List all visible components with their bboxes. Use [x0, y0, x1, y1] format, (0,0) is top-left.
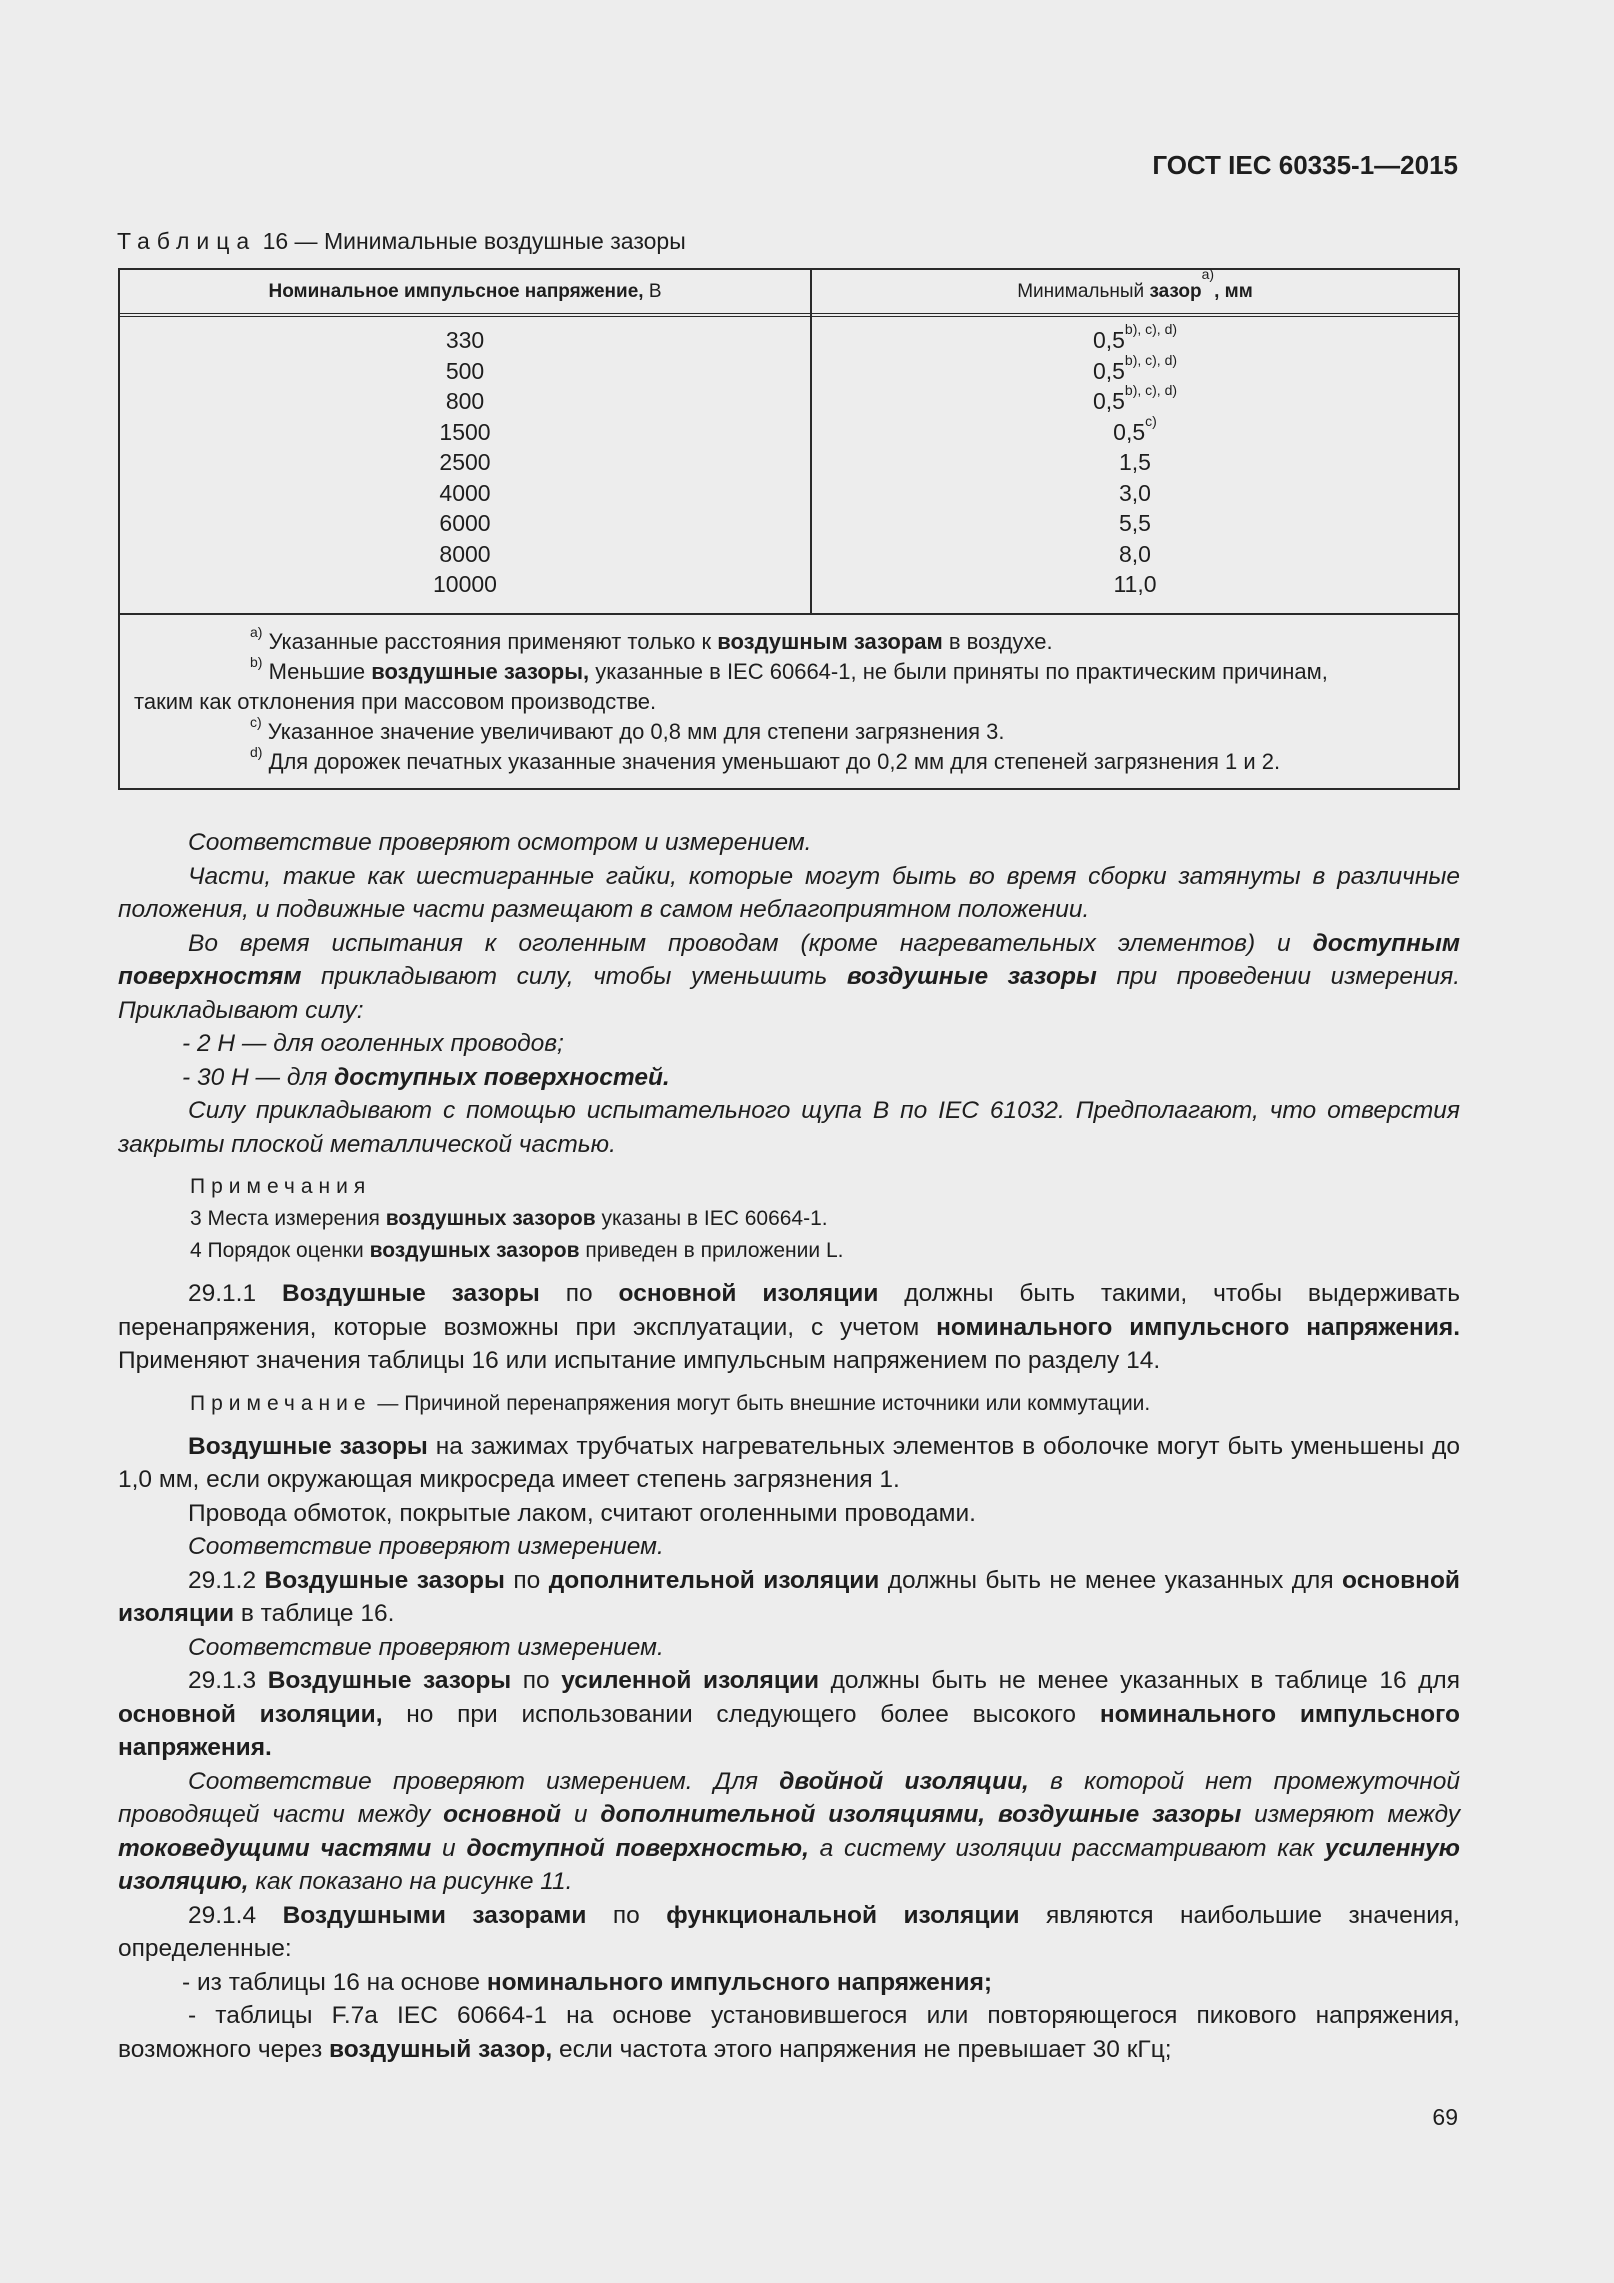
table-header-row [120, 266, 1458, 317]
text-run: приведен в приложении L. [579, 1239, 844, 1262]
footnote-mark: c) [250, 714, 262, 730]
notes-title: Примечания [190, 1175, 372, 1198]
table-cell-voltage: 8000 [439, 540, 491, 567]
footnote-text: Меньшие [262, 659, 372, 684]
list-item [118, 1061, 1460, 1095]
footnote-b-continued: таким как отклонения при массовом производстве. [134, 689, 657, 714]
term: основной изоляции, [118, 1700, 383, 1728]
col-clearance-header-sup: a) [1201, 266, 1215, 282]
text-run: Применяют значения таблицы 16 или испытание импульсным напряжением по разделу 14. [118, 1347, 1161, 1374]
standard-title: ГОСТ IEC 60335-1—2015 [1152, 150, 1458, 180]
term: Воздушные зазоры [267, 1667, 512, 1694]
clearance-value: 8,0 [1119, 540, 1151, 567]
term: номинального импульсного напряжения. [118, 1700, 1460, 1761]
text-run: должны быть такими, чтобы выдерживать перенапряжения, которые возможны при эксплуатации, с учетом [118, 1280, 1460, 1341]
footnote-text: Для дорожек печатных указанные значения уменьшают до 0,2 мм для степеней загрязнения 1 и 2. [262, 749, 1281, 774]
text-run: и [560, 1801, 601, 1828]
text-run: а систему изоляции рассматривают как [808, 1834, 1325, 1862]
text-run: по [504, 1566, 549, 1594]
text-run: должны быть не менее указанных для [879, 1566, 1343, 1594]
text-run: в таблице 16. [234, 1600, 395, 1627]
col-clearance-header [812, 266, 1458, 313]
note-3 [118, 1203, 1460, 1235]
footnote-text: Указанные расстояния применяют только к [262, 629, 718, 654]
list-item [118, 1999, 1460, 2066]
main-text [118, 826, 1460, 2066]
text-run: как показано на рисунке 11. [248, 1868, 573, 1895]
text-run: и [431, 1834, 467, 1862]
paragraph: Соответствие проверяют измерением. [188, 1633, 664, 1661]
text-run: измеряют между [1241, 1801, 1460, 1828]
text-run: но при использовании следующего более высокого [382, 1700, 1100, 1728]
paragraph [118, 1430, 1460, 1497]
term: основной [443, 1801, 561, 1828]
table-caption-label: Таблица [117, 228, 257, 254]
term: воздушный зазор, [329, 2035, 553, 2063]
term: номинального импульсного напряжения; [486, 1968, 993, 1996]
footnote-term: воздушные зазоры, [371, 659, 590, 684]
term: дополнительной изоляциями, воздушные зазоры [600, 1801, 1242, 1828]
clause-number: 29.1.2 [188, 1566, 265, 1594]
term: доступных поверхностей. [334, 1063, 670, 1091]
text-run: прикладывают силу, чтобы уменьшить [301, 963, 847, 990]
clearance-value: 1,5 [1119, 449, 1151, 475]
footnote-d [134, 744, 1444, 777]
clearance-footnote-ref: b), c), d) [1124, 382, 1178, 398]
term: Воздушные зазоры [188, 1432, 428, 1460]
footnote-b [134, 654, 1444, 687]
clearance-value: 0,5 [1092, 388, 1125, 414]
text-run: если частота этого напряжения не превышает 30 кГц; [552, 2035, 1172, 2063]
clearance-value: 0,5 [1113, 418, 1146, 445]
table-cell-voltage: 6000 [439, 510, 491, 536]
text-run: Во время испытания к оголенным проводам (кроме нагревательных элементов) и [188, 929, 1313, 957]
table-footnotes [120, 613, 1458, 788]
table-cell-voltage: 500 [445, 357, 485, 384]
clearance-value: 3,0 [1119, 479, 1151, 506]
text-run: Соответствие проверяют измерением. Для [188, 1767, 780, 1795]
col-clearance-header-pre: Минимальный [1017, 281, 1150, 302]
col-voltage-header [120, 270, 810, 313]
footnote-mark: b) [250, 654, 263, 670]
note-4 [118, 1235, 1460, 1267]
paragraph [118, 1765, 1460, 1899]
table-caption [117, 228, 686, 255]
text-run: - таблицы F.7a IEC 60664-1 на основе установившегося или повторяющегося пикового напряжения, возможного через [118, 2002, 1460, 2063]
table-cell-clearance [812, 478, 1458, 509]
spacer [118, 1378, 1460, 1388]
text-run: указаны в IEC 60664-1. [595, 1207, 828, 1230]
list-item [118, 1966, 1460, 2000]
table-cell-voltage: 2500 [439, 449, 491, 475]
term: номинального импульсного напряжения. [936, 1313, 1461, 1341]
spacer [118, 1161, 1460, 1171]
footnote-mark: d) [250, 744, 263, 760]
term: двойной изоляции, [779, 1767, 1029, 1795]
table-cell-voltage: 1500 [439, 418, 491, 445]
page-number: 69 [1432, 2104, 1458, 2130]
text-run: при проведении измерения. Прикладывают силу: [118, 963, 1461, 1024]
term: доступным поверхностям [118, 929, 1460, 990]
paragraph: Силу прикладывают с помощью испытательного щупа В по IEC 61032. Предполагают, что отверстия закрыты плоской металлической частью. [118, 1097, 1460, 1158]
term: доступной поверхностью, [466, 1834, 809, 1862]
clause-29-1-1 [118, 1277, 1460, 1378]
clearance-footnote-ref: b), c), d) [1124, 321, 1178, 337]
paragraph: Провода обмоток, покрытые лаком, считают оголенными проводами. [188, 1499, 976, 1527]
col-voltage-header-unit: В [643, 281, 662, 302]
text-run: 4 Порядок оценки [190, 1239, 370, 1262]
clause-number: 29.1.1 [188, 1280, 283, 1307]
footnote-text: указанные в IEC 60664-1, не были приняты по практическим причинам, [589, 659, 1328, 684]
table-cell-voltage: 4000 [439, 479, 491, 506]
table-cell-clearance [812, 321, 1458, 356]
table-cell-voltage: 330 [445, 327, 485, 353]
footnote-mark: a) [250, 624, 263, 640]
text-run: по [511, 1667, 562, 1694]
spacer [118, 1420, 1460, 1430]
note-single [118, 1388, 1460, 1420]
col-clearance-header-end: , мм [1214, 281, 1253, 302]
text-run: являются наибольшие значения, определенные: [118, 1901, 1460, 1962]
text-run: по [586, 1901, 667, 1929]
col-voltage-header-bold: Номинальное импульсное напряжение, [268, 281, 644, 302]
table-cell-voltage: 800 [445, 388, 485, 414]
term: основной изоляции [118, 1566, 1460, 1627]
term: усиленной изоляции [561, 1667, 820, 1694]
clearance-footnote-ref: c) [1145, 412, 1157, 429]
spacer [118, 1267, 1460, 1277]
term: Воздушными зазорами [282, 1901, 587, 1929]
text-run: должны быть не менее указанных в таблице 16 для [819, 1667, 1460, 1694]
table-cell-voltage: 10000 [433, 571, 497, 597]
text-run: 3 Места измерения [190, 1207, 386, 1230]
col-clearance-header-bold: зазор [1149, 281, 1202, 302]
footnote-text: Указанное значение увеличивают до 0,8 мм для степени загрязнения 3. [261, 719, 1005, 744]
table-cell-clearance [812, 412, 1458, 448]
clearance-footnote-ref: b), c), d) [1124, 351, 1178, 368]
note-text: — Причиной перенапряжения могут быть внешние источники или коммутации. [371, 1391, 1151, 1415]
note-title: Примечание [190, 1391, 372, 1415]
paragraph: Соответствие проверяют осмотром и измерением. [188, 829, 812, 856]
footnote-c [134, 714, 1444, 747]
table-cell-clearance [812, 447, 1458, 478]
clearance-value: 5,5 [1119, 510, 1151, 536]
table-cell-clearance [812, 382, 1458, 417]
text-run: в которой нет промежуточной проводящей части между [118, 1767, 1460, 1828]
list-item: - 2 Н — для оголенных проводов; [182, 1030, 564, 1057]
text-run: - из таблицы 16 на основе [182, 1968, 487, 1996]
clause-number: 29.1.4 [188, 1901, 283, 1929]
footnote-text: в воздухе. [942, 629, 1053, 654]
table-cell-clearance [812, 508, 1458, 539]
table-caption-text: 16 — Минимальные воздушные зазоры [256, 228, 686, 254]
paragraph: Части, такие как шестигранные гайки, которые могут быть во время сборки затянуты в различные положения, и подвижные части размещают в самом неблагоприятном положении. [118, 862, 1460, 923]
paragraph: Соответствие проверяют измерением. [188, 1533, 664, 1560]
term: дополнительной изоляции [548, 1566, 880, 1594]
term: токоведущими частями [118, 1834, 432, 1862]
term: Воздушные зазоры [264, 1566, 505, 1594]
footnote-term: воздушным зазорам [717, 629, 943, 654]
clause-29-1-4 [118, 1899, 1460, 1966]
term: воздушных зазоров [385, 1207, 596, 1230]
term: воздушных зазоров [369, 1239, 580, 1262]
clearance-value: 0,5 [1092, 357, 1125, 384]
term: основной изоляции [618, 1280, 879, 1307]
term: функциональной изоляции [666, 1901, 1020, 1929]
table-cell-clearance [812, 539, 1458, 570]
clause-number: 29.1.3 [188, 1667, 268, 1694]
term: Воздушные зазоры [282, 1280, 540, 1307]
paragraph [118, 927, 1460, 1028]
clearance-table [118, 268, 1460, 790]
clearance-value: 0,5 [1092, 327, 1125, 353]
clearance-value: 11,0 [1113, 571, 1157, 597]
voltage-column [120, 325, 810, 600]
term: усиленную изоляцию, [118, 1834, 1460, 1895]
clause-29-1-2 [118, 1564, 1460, 1631]
table-cell-clearance [812, 569, 1458, 600]
clearance-column [812, 321, 1458, 600]
term: воздушные зазоры [846, 963, 1097, 990]
text-run: на зажимах трубчатых нагревательных элементов в оболочке могут быть уменьшены до 1,0 мм, если окружающая микросреда имеет степень загрязнения 1. [118, 1432, 1460, 1493]
text-run: - 30 Н — для [182, 1063, 335, 1091]
footnote-a [134, 624, 1444, 657]
clause-29-1-3 [118, 1664, 1460, 1765]
text-run: по [539, 1280, 619, 1307]
